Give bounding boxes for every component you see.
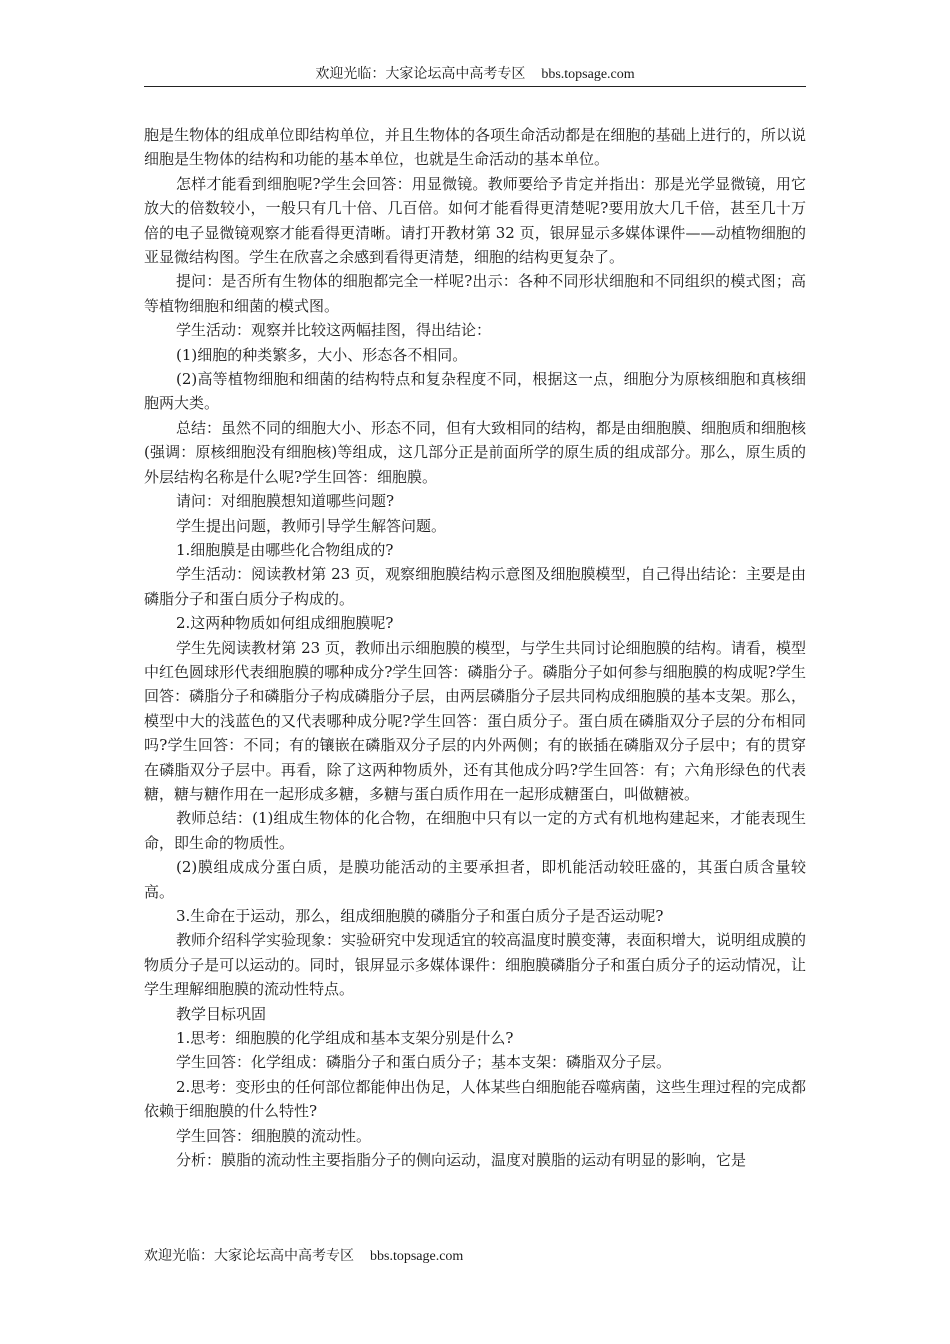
paragraph: 请问：对细胞膜想知道哪些问题?: [176, 492, 395, 511]
paragraph: 胞是生物体的组成单位即结构单位，并且生物体的各项生命活动都是在细胞的基础上进行的，所以说细胞是生物体的结构和功能的基本单位，也就是生命活动的基本单位。: [144, 126, 806, 169]
paragraph: (2)高等植物细胞和细菌的结构特点和复杂程度不同，根据这一点，细胞分为原核细胞和真核细胞两大类。: [144, 370, 806, 413]
paragraph: 怎样才能看到细胞呢?学生会回答：用显微镜。教师要给予肯定并指出：那是光学显微镜，用它放大的倍数较小，一般只有几十倍、几百倍。如何才能看得更清楚呢?要用放大几千倍，甚至几十万倍的电子显微镜观察才能看得更清晰。请打开教材第 32 页，银屏显示多媒体课件——动植物细胞的亚显微结构图。学生在欣喜之余感到看得更清楚，细胞的结构更复杂了。: [144, 174, 806, 267]
paragraph: 学生活动：观察并比较这两幅挂图，得出结论：: [176, 321, 492, 340]
document-body: [144, 123, 806, 1172]
footer-site-link[interactable]: bbs.topsage.com: [370, 1249, 464, 1264]
paragraph: 学生活动：阅读教材第 23 页，观察细胞膜结构示意图及细胞膜模型，自己得出结论：主要是由磷脂分子和蛋白质分子构成的。: [144, 565, 806, 608]
paragraph: 2.这两种物质如何组成细胞膜呢?: [176, 614, 394, 633]
paragraph: 提问：是否所有生物体的细胞都完全一样呢?出示：各种不同形状细胞和不同组织的模式图；高等植物细胞和细菌的模式图。: [144, 272, 806, 315]
paragraph: (2)膜组成成分蛋白质，是膜功能活动的主要承担者，即机能活动较旺盛的，其蛋白质含量较高。: [144, 858, 806, 901]
paragraph: 教师介绍科学实验现象：实验研究中发现适宜的较高温度时膜变薄，表面积增大，说明组成膜的物质分子是可以运动的。同时，银屏显示多媒体课件：细胞膜磷脂分子和蛋白质分子的运动情况，让学生理解细胞膜的流动性特点。: [144, 931, 807, 999]
paragraph: 2.思考：变形虫的任何部位都能伸出伪足，人体某些白细胞能吞噬病菌，这些生理过程的完成都依赖于细胞膜的什么特性?: [144, 1077, 806, 1121]
page-header: [144, 64, 806, 85]
paragraph: 3.生命在于运动，那么，组成细胞膜的磷脂分子和蛋白质分子是否运动呢?: [176, 907, 664, 925]
header-welcome-text: 欢迎光临：大家论坛高中高考专区: [315, 66, 526, 82]
paragraph: 教师总结：(1)组成生物体的化合物，在细胞中只有以一定的方式有机地构建起来，才能表现生命，即生命的物质性。: [144, 809, 806, 852]
paragraph: 1.思考：细胞膜的化学组成和基本支架分别是什么?: [176, 1029, 514, 1048]
page-footer: [144, 1246, 806, 1267]
footer-welcome-text: 欢迎光临：大家论坛高中高考专区: [144, 1248, 354, 1264]
paragraph: 学生提出问题，教师引导学生解答问题。: [176, 516, 447, 535]
paragraph: 学生回答：细胞膜的流动性。: [176, 1126, 372, 1145]
paragraph: 学生先阅读教材第 23 页，教师出示细胞膜的模型，与学生共同讨论细胞膜的结构。请看，模型中红色圆球形代表细胞膜的哪种成分?学生回答：磷脂分子。磷脂分子如何参与细胞膜的构成呢?学生回答：磷脂分子和磷脂分子构成磷脂分子层，由两层磷脂分子层共同构成细胞膜的基本支架。那么，模型中大的浅蓝色的又代表哪种成分呢?学生回答：蛋白质分子。蛋白质在磷脂双分子层的分布相同吗?学生回答：不同；有的镶嵌在磷脂双分子层的内外两侧；有的嵌插在磷脂双分子层中；有的贯穿在磷脂双分子层中。再看，除了这两种物质外，还有其他成分吗?学生回答：有；六角形绿色的代表糖，糖与糖作用在一起形成多糖，多糖与蛋白质作用在一起形成糖蛋白，叫做糖被。: [144, 638, 806, 803]
paragraph: 总结：虽然不同的细胞大小、形态不同，但有大致相同的结构，都是由细胞膜、细胞质和细胞核(强调：原核细胞没有细胞核)等组成，这几部分正是前面所学的原生质的组成部分。那么，原生质的外层结构名称是什么呢?学生回答：细胞膜。: [144, 418, 807, 486]
header-divider: [144, 86, 806, 87]
header-site-link[interactable]: bbs.topsage.com: [541, 67, 635, 82]
paragraph: 1.细胞膜是由哪些化合物组成的?: [176, 540, 394, 559]
paragraph: 教学目标巩固: [176, 1004, 267, 1023]
paragraph: 学生回答：化学组成：磷脂分子和蛋白质分子；基本支架：磷脂双分子层。: [176, 1053, 672, 1072]
paragraph: 分析：膜脂的流动性主要指脂分子的侧向运动，温度对膜脂的运动有明显的影响，它是: [176, 1151, 747, 1170]
paragraph: (1)细胞的种类繁多，大小、形态各不相同。: [176, 345, 468, 364]
